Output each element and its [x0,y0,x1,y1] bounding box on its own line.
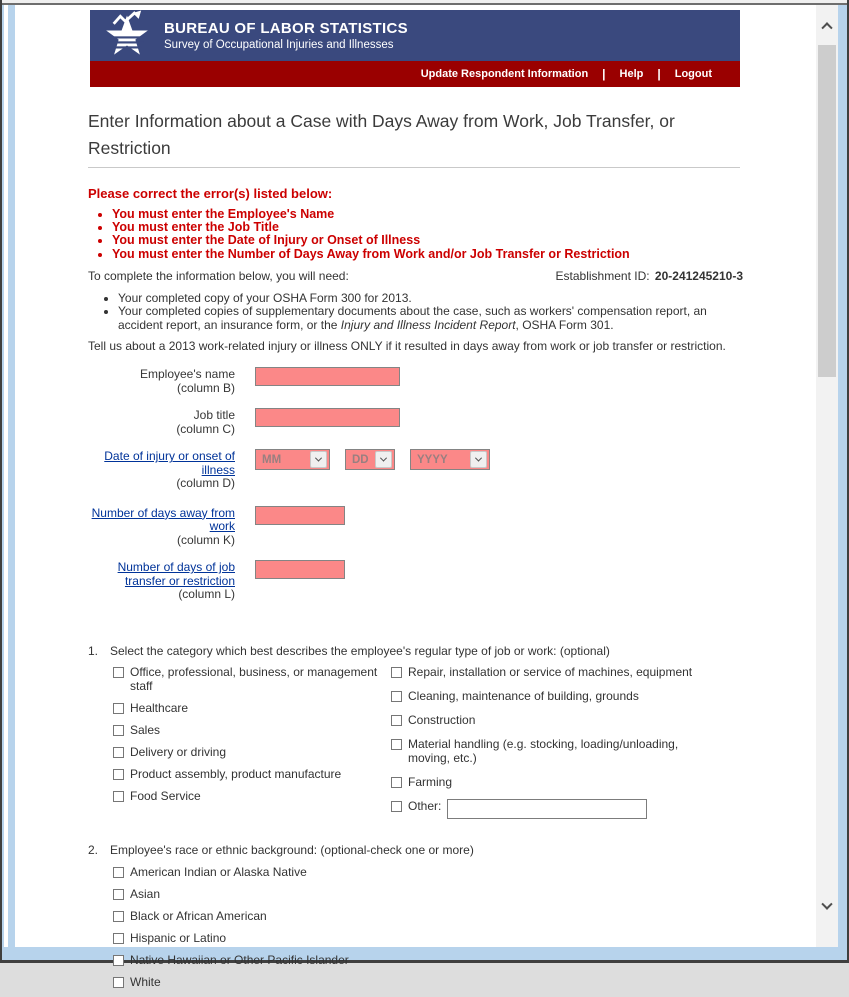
days-transfer-label [88,560,235,602]
checkbox-item[interactable] [113,953,743,967]
injury-date-label [88,449,235,491]
days-transfer-column: (column L) [178,587,235,602]
window-frame-right [838,5,847,960]
days-away-row [88,506,743,548]
incident-report-title: Injury and Illness Incident Report [340,317,516,332]
question-2-options [113,865,743,989]
injury-date-row [88,449,743,491]
checkbox-item[interactable] [391,665,696,679]
other-label: Other: [408,798,442,813]
nav-separator: | [602,67,606,81]
need-item: • Your completed copy of your OSHA Form 300 for 2013. [118,292,743,306]
checkbox[interactable] [391,715,402,726]
job-title-column: (column C) [176,421,235,436]
question-2-text: Employee's race or ethnic background: (optional-check one or more) [110,842,474,857]
checkbox-item[interactable] [391,713,696,727]
employee-name-label: Employee's name (column B) [139,367,235,395]
need-heading: To complete the information below, you will need: [88,268,349,283]
job-title-input[interactable] [255,408,400,427]
checkbox-label: Hispanic or Latino [130,930,227,945]
survey-name: Survey of Occupational Injuries and Illnesses [164,39,394,51]
injury-month-select[interactable] [255,449,330,470]
injury-day-value: DD [352,453,369,466]
days-away-help-link[interactable]: Number of days away from work [91,505,235,534]
agency-name: BUREAU OF LABOR STATISTICS [164,20,408,37]
days-transfer-row [88,560,743,602]
checkbox-label: Office, professional, business, or management staff [130,664,378,693]
checkbox[interactable] [113,769,124,780]
window-border-left [0,0,2,963]
days-away-column: (column K) [176,532,235,547]
checkbox[interactable] [391,691,402,702]
checkbox[interactable] [113,667,124,678]
days-away-label [88,506,235,548]
checkbox-item[interactable] [113,767,391,781]
bls-banner [90,10,740,61]
checkbox-label: Construction [408,712,476,727]
checkbox-item[interactable] [391,737,696,765]
scrollbar-thumb[interactable] [818,45,836,377]
question-1-left-column [113,665,391,829]
checkbox[interactable] [113,725,124,736]
nav-help-link[interactable]: Help [619,68,644,80]
scrollbar-up-arrow-icon[interactable] [816,13,838,37]
injury-year-value: YYYY [417,453,448,466]
checkbox-label: Black or African American [130,908,267,923]
checkbox[interactable] [391,739,402,750]
checkbox[interactable] [391,777,402,788]
scrollbar-down-arrow-icon[interactable] [816,895,838,919]
checkbox-label: Repair, installation or service of machines, equipment [408,664,693,679]
checkbox-item[interactable] [113,665,391,693]
need-item: • Your completed copies of supplementary documents about the case, such as workers' compensation report, an accident report, an insurance form, or the Injury and Illness Incident Report, OSHA Form 301. [118,305,743,332]
tell-us-instruction: Tell us about a 2013 work-related injury or illness ONLY if it resulted in days away from work or job transfer or restriction. [88,339,726,354]
window-frame-left [8,5,15,960]
checkbox-item[interactable] [113,789,391,803]
dropdown-arrow-icon[interactable] [470,451,487,468]
dropdown-arrow-icon[interactable] [310,451,327,468]
establishment-id-value: 20-241245210-3 [654,268,743,283]
checkbox-label: Healthcare [130,700,189,715]
error-item: • You must enter the Number of Days Away from Work and/or Job Transfer or Restriction [112,248,743,261]
checkbox-label: American Indian or Alaska Native [130,864,307,879]
employee-name-row [88,367,743,395]
checkbox-item[interactable] [113,723,391,737]
question-2 [88,843,743,857]
checkbox[interactable] [113,889,124,900]
error-item: • You must enter the Job Title [112,221,743,234]
checkbox-item-other[interactable] [391,799,696,819]
checkbox-item[interactable] [113,909,743,923]
checkbox-label: Product assembly, product manufacture [130,766,342,781]
error-list [112,208,743,261]
need-row [88,269,743,283]
error-heading: Please correct the error(s) listed below: [88,186,333,201]
injury-date-column: (column D) [176,476,235,491]
days-transfer-input[interactable] [255,560,345,579]
checkbox[interactable] [113,955,124,966]
checkbox[interactable] [113,911,124,922]
checkbox-label: Food Service [130,788,201,803]
question-2-number: 2. [88,842,99,857]
question-1 [88,644,743,658]
injury-month-value: MM [262,453,282,466]
page-title: Enter Information about a Case with Days Away from Work, Job Transfer, or Restriction [88,111,675,158]
main-content [88,108,743,997]
checkbox-label: Farming [408,774,453,789]
other-input[interactable] [447,799,647,819]
checkbox[interactable] [113,867,124,878]
checkbox-label: Sales [130,722,161,737]
vertical-scrollbar[interactable] [816,5,838,947]
injury-date-help-link[interactable]: Date of injury or onset of illness [104,449,235,477]
nav-update-respondent-link[interactable]: Update Respondent Information [420,68,589,80]
establishment-id-label: Establishment ID: [555,268,650,283]
error-item: • You must enter the Employee's Name [112,208,743,221]
dropdown-arrow-icon[interactable] [375,451,392,468]
days-away-input[interactable] [255,506,345,525]
job-title-row [88,408,743,436]
checkbox-item[interactable] [113,887,743,901]
bls-title-block [164,20,408,51]
job-title-label: Job title (column C) [176,408,235,436]
checkbox[interactable] [113,791,124,802]
employee-name-input[interactable] [255,367,400,386]
nav-separator: | [657,67,661,81]
days-transfer-help-link[interactable]: Number of days of job transfer or restriction [117,560,235,588]
establishment-id [556,269,743,283]
checkbox[interactable] [391,801,402,812]
question-1-number: 1. [88,643,99,658]
injury-day-select[interactable] [345,449,395,470]
question-1-text: Select the category which best describes the employee's regular type of job or work: (optional) [110,643,610,658]
question-1-options [113,665,743,829]
checkbox[interactable] [113,747,124,758]
error-item: • You must enter the Date of Injury or Onset of Illness [112,234,743,247]
checkbox[interactable] [113,703,124,714]
nav-logout-link[interactable]: Logout [674,68,712,80]
checkbox-label: Delivery or driving [130,744,227,759]
title-divider [88,167,740,168]
checkbox-label: Native Hawaiian or Other Pacific Islander [130,952,349,967]
site-header [90,10,740,87]
bls-logo-icon [102,10,152,61]
question-1-right-column [391,665,696,829]
checkbox-label: Cleaning, maintenance of building, grounds [408,688,639,703]
need-list [118,292,743,333]
checkbox-label: Asian [130,886,161,901]
checkbox[interactable] [113,977,124,988]
checkbox-item[interactable] [113,975,743,989]
page-viewport [15,5,816,989]
checkbox[interactable] [113,933,124,944]
checkbox-label: White [130,974,161,989]
checkbox[interactable] [391,667,402,678]
employee-name-column: (column B) [176,380,235,395]
checkbox-label: Material handling (e.g. stocking, loading/unloading, moving, etc.) [408,736,679,765]
checkbox-item[interactable] [391,775,696,789]
injury-year-select[interactable] [410,449,490,470]
checkbox-item[interactable] [113,865,743,879]
checkbox-item[interactable] [113,931,743,945]
checkbox-item[interactable] [113,701,391,715]
checkbox-item[interactable] [113,745,391,759]
nav-bar [90,61,740,87]
checkbox-item[interactable] [391,689,696,703]
